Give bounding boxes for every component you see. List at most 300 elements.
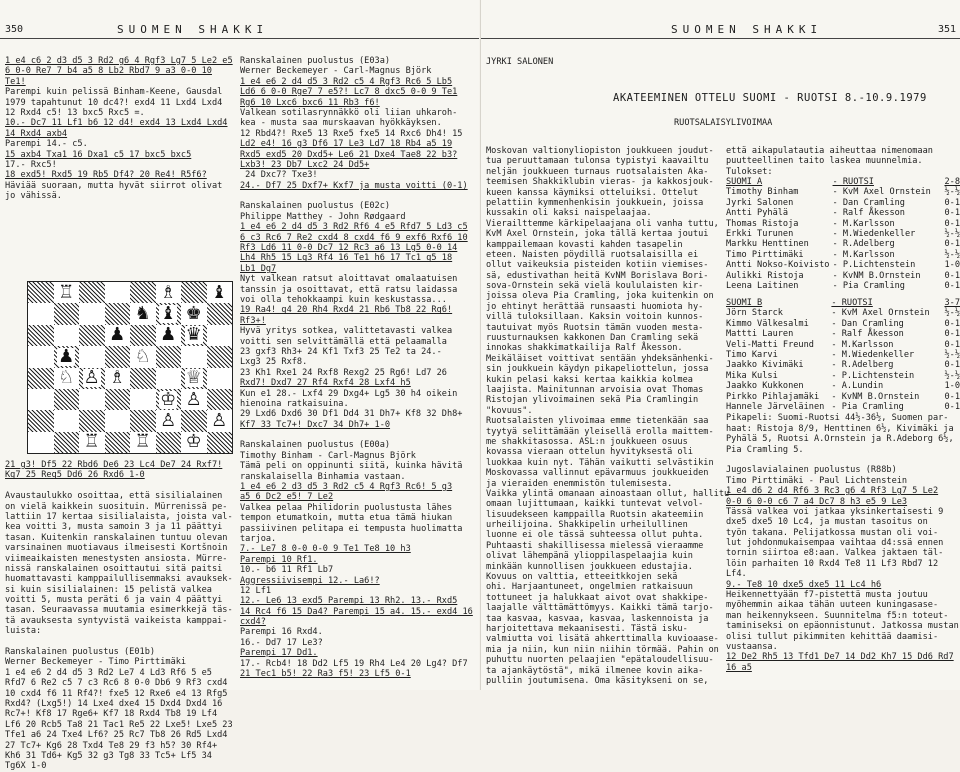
text-line: Kh6 31 Td6+ Kg5 32 g3 Tg8 33 Tc5+ Lf5 34	[5, 750, 212, 761]
chess-piece-icon: ♙	[83, 367, 100, 389]
table-row	[726, 329, 960, 339]
text-line: Rxd7! Dxd7 27 Rf4 Rxf4 28 Lxf4 h5	[240, 378, 411, 389]
board-square	[79, 432, 105, 453]
board-square	[207, 389, 233, 410]
text-line: 12.- Le6 13 exd5 Parempi 13 Rh2. 13.- Rxd5	[240, 596, 458, 607]
text-line: voitti sen selvittämällä että pelaamalla	[240, 336, 447, 347]
opponent-name: - KvM Axel Ornstein	[831, 308, 930, 319]
results-table-suomi-a	[726, 177, 960, 291]
text-line: kueen kanssa käymiksi otteluiksi. Ottelut	[486, 187, 699, 198]
board-square	[181, 303, 207, 324]
board-square	[54, 325, 80, 346]
article-subtitle: RUOTSALAISYLIVOIMAA	[674, 118, 773, 128]
player-name: Timo Pirttimäki	[726, 249, 804, 260]
text-line: Lxb3! 23 Db7 Lxc2 24 Dd5+	[240, 159, 370, 170]
chess-piece-icon: ♘	[58, 367, 75, 389]
board-square	[79, 346, 105, 367]
text-line: Rfd7 6 Re2 c5 7 c3 Rc6 8 0-0 Db6 9 Rf3 cxd4	[5, 678, 228, 689]
table-row	[726, 319, 960, 329]
text-line: tasan. Kuitenkin ranskalainen tuntuu olevan	[5, 532, 228, 543]
chess-piece-icon: ♔	[185, 431, 202, 453]
text-line: tyytyä selittämään yleisellä erolla maittem-	[486, 426, 714, 437]
board-square	[207, 346, 233, 367]
text-line: kukin pelasi kaksi kertaa kaikkia kolmea	[486, 374, 693, 385]
board-square	[181, 389, 207, 410]
board-square	[130, 432, 156, 453]
text-line: Parempi 16 Rxd4.	[240, 627, 323, 638]
board-square	[130, 346, 156, 367]
table-row	[726, 360, 960, 370]
text-line: joissa oleva Pia Cramling, joka kuitenkin on	[486, 291, 714, 302]
text-line: Tässä valkea voi jatkaa yksinkertaisesti 9	[726, 506, 944, 517]
text-line: 6 0-0 Re7 7 b4 a5 8 Lb2 Rbd7 9 a3 0-0 10	[5, 66, 212, 77]
opponent-name: - Pia Cramling	[831, 402, 904, 413]
text-line: Te1!	[5, 76, 26, 87]
text-line: kea - musta saa murskaavan hyökkäyksen.	[240, 118, 442, 129]
player-name: Jaakko Kukkonen	[726, 381, 804, 392]
text-line: Werner Beckemeyer - Timo Pirttimäki	[5, 657, 187, 668]
header-rule	[0, 38, 479, 39]
board-square	[181, 282, 207, 303]
chess-piece-icon: ♔	[160, 388, 177, 410]
text-line: ohi. Harjaantuneet, ongelmien ratkaisuun	[486, 582, 693, 593]
game-result: 1-0	[944, 260, 960, 271]
game-result: 3-7	[944, 298, 960, 308]
text-line: Lh4 Rh5 15 Lg3 Rf4 16 Te1 h6 17 Tc1 g5 18	[240, 253, 453, 264]
text-line: Pia Cramling 5.	[726, 444, 804, 455]
text-line: ranskalaisella Binhamia vastaan.	[240, 471, 406, 482]
chess-piece-icon: ♕	[185, 367, 202, 389]
text-line	[726, 455, 959, 465]
table-row	[726, 308, 960, 318]
text-line: Ranskalainen puolustus (E03a)	[240, 56, 391, 66]
text-line: työn takana. Pelijatkossa mustan oli voi-	[726, 527, 939, 538]
text-line: 29 Lxd6 Dxd6 30 Df1 Dd4 31 Dh7+ Kf8 32 Dh8+	[240, 409, 463, 420]
text-line: 17.- Rcb4! 18 Dd2 Lf5 19 Rh4 Le4 20 Lg4? Df7	[240, 658, 468, 669]
board-square	[130, 410, 156, 431]
table-row	[726, 392, 960, 402]
text-line: Jugoslavialainen puolustus (R88b)	[726, 465, 897, 476]
text-line: voitti 5, musta peräti 6 ja vain 4 päättyi	[5, 595, 223, 606]
chess-piece-icon: ♖	[134, 431, 151, 453]
text-line: myöhemmin aikaa tähän uuteen kuningasase-	[726, 600, 939, 611]
player-name: SUOMI B	[726, 298, 763, 308]
text-line: nissä ranskalainen osoittautui sitä paitsi	[5, 563, 223, 574]
text-line: Valkean sotilasrynnäkkö oli liian uhkaroh-	[240, 107, 458, 118]
text-line: 24 Dxc7? Txe3!	[240, 170, 318, 181]
table-row	[726, 350, 960, 360]
text-line: taminiseksi on epäonnistunut. Jatkossa mustan	[726, 621, 959, 632]
text-line: 10.- b6 11 Rf1 Lb7	[240, 565, 334, 576]
board-square	[156, 410, 182, 431]
text-line: Kovuus on valttia, etteeitkkojen sekä	[486, 572, 678, 583]
text-line: Philippe Matthey - John Rødgaard	[240, 211, 406, 222]
text-line: Pikapeli: Suomi-Ruotsi 44½-36½, Suomen par-	[726, 413, 949, 424]
opponent-name: - Ralf Åkesson	[831, 329, 904, 340]
text-line: 16 a5	[726, 662, 752, 673]
text-line: varsinainen muotiavaus ilmeisesti Kortšnoin	[5, 543, 228, 554]
board-square	[130, 282, 156, 303]
text-line: puhuttu nuorten pelaajien "epätaloudellisuu-	[486, 655, 714, 666]
text-line: luonne ei ole tässä suhteessa ollut puhta.	[486, 530, 704, 541]
opponent-name: - P.Lichtenstein	[832, 260, 916, 271]
text-line: haat: Ristoja 8/9, Henttinen 6½, Kivimäki ja	[726, 423, 954, 434]
board-square	[28, 346, 54, 367]
text-line: olivat lähempänä ylioppilaspelaajia kuin	[486, 551, 693, 562]
text-line: 16.- Dd7 17 Le3?	[240, 637, 323, 648]
text-line: 12 Lf1	[240, 585, 272, 596]
text-line: 18 exd5! Rxd5 19 Rb5 Df4? 20 Re4! R5f6?	[5, 170, 207, 181]
game-result: 0-1	[944, 239, 960, 250]
text-line: 1 e4 d6 2 d4 Rf6 3 Rc3 g6 4 Rf3 Lg7 5 Le2	[726, 486, 939, 497]
text-line: dxe5 dxe5 10 Lc4, ja mustan tasoitus on	[726, 517, 928, 528]
text-line: Rf3 Ld6 11 0-0 Dc7 12 Rc3 a6 13 Lg5 0-0 14	[240, 243, 458, 254]
text-line: ollut vaikeuksia pisteiden kotiin viemises-	[486, 260, 709, 271]
text-line: 23 Kh1 Rxe1 24 Rxf8 Rexg2 25 Rg6! Ld7 26	[240, 367, 447, 378]
game-result: 0-1	[944, 281, 960, 292]
opponent-name: - R.Adelberg	[831, 360, 894, 371]
opponent-name: - R.Adelberg	[832, 239, 895, 250]
game-result: ½-½	[944, 370, 960, 381]
text-line: neljän joukkueen turnaus ruotsalaisten Aka-	[486, 166, 709, 177]
text-line: 9.- Te8 10 dxe5 dxe5 11 Lc4 h6	[726, 579, 882, 590]
board-square	[54, 282, 80, 303]
text-line: luokkaa kuin nyt. Tähän vaikutti selvästikin	[486, 457, 714, 468]
text-line: Vierailttemme kärkipelaajana oli vanha tuttu,	[486, 218, 719, 229]
chess-piece-icon: ♚	[185, 303, 202, 325]
text-line: löin parhaiten 10 Rxd4 Te8 11 Lf3 Rbd7 12	[726, 558, 939, 569]
text-line: 21 Tec1 b5! 22 Ra3 f5! 23 Lf5 0-1	[240, 669, 411, 680]
text-line: jo vähissä.	[5, 191, 62, 202]
board-square	[105, 282, 131, 303]
table-row	[726, 250, 960, 260]
board-square	[28, 282, 54, 303]
board-square	[156, 346, 182, 367]
left-page	[0, 0, 479, 772]
text-line: laajalle välttämättömyys. Kaikki tämä tarjo-	[486, 603, 714, 614]
board-square	[156, 389, 182, 410]
text-line: 24.- Df7 25 Dxf7+ Kxf7 ja musta voitti (0-1)	[240, 180, 468, 191]
text-line: Puhtaasti shakillisessa mielessä vieraamme	[486, 540, 704, 551]
text-line: Häviää suoraan, mutta hyvät siirrot olivat	[5, 180, 223, 191]
opponent-name: - Pia Cramling	[832, 281, 905, 292]
article-body-column	[486, 146, 729, 686]
text-line: tä avauksesta syntyvistä vaikeista kamppai-	[5, 615, 228, 626]
player-name: Pirkko Pihlajamäki	[726, 391, 820, 402]
board-square	[181, 325, 207, 346]
text-line: sova-Ornstein sekä vielä koululaisten kir-	[486, 281, 704, 292]
chess-piece-icon: ♙	[160, 409, 177, 431]
board-square	[181, 432, 207, 453]
text-line: hienoina ratkaisuina.	[240, 398, 349, 409]
board-square	[105, 303, 131, 324]
game-result: 0-1	[944, 391, 960, 402]
text-line: urheilijoina. Shakkipelin urheilullinen	[486, 520, 688, 531]
player-name: Jyrki Salonen	[726, 197, 794, 208]
text-line: 14 Rxd4 axb4	[5, 128, 68, 139]
text-line: Ld2 e4! 16 g3 Df6 17 Le3 Ld7 18 Rb4 a5 19	[240, 139, 453, 150]
game-result: ½-½	[944, 350, 960, 361]
table-row	[726, 260, 960, 270]
text-line: villä tuloksillaan. Kaksin voitoin kunnos-	[486, 312, 704, 323]
opponent-name: - KvNM B.Ornstein	[831, 391, 920, 402]
board-square	[54, 410, 80, 431]
text-line	[240, 191, 473, 201]
text-line: Valkea pelaa Philidorin puolustusta lähes	[240, 502, 453, 513]
text-line: Heikennettyään f7-pistettä musta joutuu	[726, 590, 928, 601]
table-row	[726, 371, 960, 381]
text-line: teemisen Shakkiklubin vieras- ja kakkosjouk-	[486, 177, 714, 188]
opponent-name: - RUOTSI	[832, 177, 874, 187]
board-square	[156, 303, 182, 324]
right-page	[480, 0, 960, 690]
game-notation-column-1	[5, 56, 233, 201]
text-line: huomattavasti kamppailullisemmaksi avauksek-	[5, 574, 233, 585]
game-result: ½-½	[944, 229, 960, 240]
text-line: Parempi 14.- c5.	[5, 139, 88, 150]
text-line: tautuivat myös Ruotsin tämän vuoden mesta-	[486, 322, 704, 333]
board-square	[28, 303, 54, 324]
text-line: 17.- Rxc5!	[5, 159, 57, 170]
chess-piece-icon: ♟	[58, 345, 75, 367]
game-result: 0-1	[944, 402, 960, 413]
text-line: KvM Axel Ornstein, joka tällä kertaa joutui	[486, 229, 709, 240]
text-line: Ristojan ylivoimainen sekä Pia Cramlingin	[486, 395, 699, 406]
board-square	[28, 325, 54, 346]
text-line: Rxd5 exd5 20 Dxd5+ Le6 21 Dxe4 Tae8 22 b3?	[240, 149, 458, 160]
text-line: Tg6X 1-0	[5, 761, 47, 772]
text-line: "kovuus".	[486, 405, 533, 416]
text-line: ja vieraiden enemmistön tulemisesta.	[486, 478, 673, 489]
chess-piece-icon: ♝	[211, 281, 228, 303]
text-line: Kf7 33 Tc7+! Dxc7 34 Dh7+ 1-0	[240, 419, 391, 430]
text-line: 6 c3 Rc6 7 Re2 cxd4 8 cxd4 f6 9 exf6 Rxf6 10	[240, 232, 468, 243]
text-line: si kuin sisilialainen: 15 pelistä valkea	[5, 584, 212, 595]
board-square	[28, 410, 54, 431]
board-square	[181, 346, 207, 367]
board-square	[207, 410, 233, 431]
text-line: a5 6 Dc2 e5! 7 Le2	[240, 492, 334, 503]
chess-piece-icon: ♗	[109, 367, 126, 389]
text-line: omaan lujittumaan, kaikki tuntevat velvol-	[486, 499, 704, 510]
game-result: ½-½	[944, 308, 960, 319]
player-name: Timo Karvi	[726, 350, 778, 361]
text-line: taa kasvaa, kasvaa, kasvaa, laskennoista ja	[486, 613, 709, 624]
text-line: laajista. Mainitunnan arvoisia ovat Thomas	[486, 384, 704, 395]
game-result: ½-½	[944, 187, 960, 198]
text-line: harjoitettava mekaanisesti. Tästä isku-	[486, 623, 688, 634]
player-name: Hannele Järveläinen	[726, 402, 825, 413]
board-square	[54, 389, 80, 410]
opponent-name: - KvM Axel Ornstein	[832, 187, 931, 198]
board-square	[79, 282, 105, 303]
text-line: 27 Tc7+ Kg6 28 Txd4 Te8 29 f3 h5? 30 Rf4+	[5, 740, 218, 751]
running-head-right: SUOMEN SHAKKI	[671, 23, 823, 36]
board-square	[79, 410, 105, 431]
text-line: Lxg3 25 Rxf8.	[240, 357, 308, 368]
opponent-name: - M.Karlsson	[831, 339, 894, 350]
player-name: Antti Pyhälä	[726, 208, 789, 219]
text-line: Pyhälä 5, Ruotsi A.Ornstein ja R.Adeborg 6½,	[726, 434, 954, 445]
text-line: Timothy Binham - Carl-Magnus Björk	[240, 450, 416, 461]
game-result: 0-1	[944, 197, 960, 208]
board-square	[130, 325, 156, 346]
player-name: Jaakko Kivimäki	[726, 360, 804, 371]
text-line: 14 Rc4 f6 15 Da4? Parempi 15 a4. 15.- exd4 16	[240, 606, 473, 617]
text-line: Tfe1 a6 24 Txe4 Lf6? 25 Rc7 Tb8 26 Rd5 Lxd4	[5, 730, 228, 741]
page-number-right: 351	[937, 24, 956, 35]
table-row	[726, 381, 960, 391]
board-square	[28, 368, 54, 389]
text-line: sin joukkuein käydyn pikapeliottelun, jossa	[486, 364, 709, 375]
board-square	[54, 303, 80, 324]
game-result: 1-0	[944, 381, 960, 392]
board-square	[156, 282, 182, 303]
chess-diagram	[27, 281, 233, 454]
board-square	[156, 432, 182, 453]
board-square	[130, 368, 156, 389]
text-line: ruusturnauksen kakkonen Dan Cramling sekä	[486, 333, 699, 344]
player-name: SUOMI A	[726, 177, 763, 187]
opponent-name: - KvNM B.Ornstein	[832, 270, 921, 281]
game-result: 0-1	[944, 218, 960, 229]
opponent-name: - M.Wiedenkeller	[831, 350, 915, 361]
player-name: Aulikki Ristoja	[726, 270, 804, 281]
chess-piece-icon: ♖	[83, 431, 100, 453]
text-line: 12 Rxd4 c5! 13 bxc5 Rxc5 =.	[5, 107, 145, 118]
text-line: valmiutta voi lisätä ahkerttimalla kuvioaase-	[486, 634, 719, 645]
text-line: 1 e4 c6 2 d3 d5 3 Rd2 g6 4 Rgf3 Lg7 5 Le2 e5	[5, 56, 233, 66]
table-row	[726, 219, 960, 229]
text-line: kea voitti 3, musta samoin 3 ja 11 päättyi	[5, 522, 223, 533]
player-name: Erkki Turunen	[726, 229, 794, 240]
opponent-name: - M.Wiedenkeller	[832, 229, 916, 240]
text-line: 12 Rbd4?! Rxe5 13 Rxe5 fxe5 14 Rxc6 Dh4! 15	[240, 128, 463, 139]
text-line: Kg7 25 Reg5 Dd6 26 Rxd6 1-0	[5, 470, 145, 481]
table-header-row	[726, 177, 960, 187]
board-square	[79, 368, 105, 389]
author-byline: JYRKI SALONEN	[486, 57, 554, 67]
game-result: ½-½	[944, 249, 960, 260]
text-line: lattiin 17 kertaa sisilialaista, joista val-	[5, 511, 233, 522]
text-line	[726, 403, 959, 413]
board-square	[28, 389, 54, 410]
player-name: Antti Nokso-Koivisto	[726, 260, 830, 271]
text-line: kussakin oli kaksi naispelaajaa.	[486, 208, 652, 219]
player-name: Kimmo Välkesalmi	[726, 318, 809, 329]
text-line: passiivinen pelitapa ei tempusta huolimatta	[240, 523, 463, 534]
games-column-right	[726, 403, 959, 673]
opponent-name: - RUOTSI	[831, 298, 873, 308]
board-square	[181, 368, 207, 389]
text-line: 21 g3! Df5 22 Rbd6 De6 23 Lc4 De7 24 Rxf7!	[5, 460, 223, 470]
board-square	[105, 410, 131, 431]
text-line: Parempi 10 Rf1.	[240, 554, 318, 565]
game-result: 0-1	[944, 329, 960, 340]
text-line: luista:	[5, 626, 42, 637]
table-row	[726, 229, 960, 239]
table-row	[726, 340, 960, 350]
running-head-left: SUOMEN SHAKKI	[117, 23, 269, 36]
text-line: 0-0 6 0-0 c6 7 a4 Dc7 8 h3 e5 9 Le3	[726, 496, 908, 507]
text-line: Werner Beckemeyer - Carl-Magnus Björk	[240, 66, 432, 77]
board-square	[79, 325, 105, 346]
text-line: eteen. Naisten pöydillä ruotsalaisilla ei	[486, 249, 699, 260]
board-square	[105, 368, 131, 389]
text-line: Ranskalainen puolustus (E01b)	[5, 647, 156, 658]
chess-piece-icon: ♗	[160, 281, 177, 303]
game-result: 0-1	[944, 360, 960, 371]
text-line: on vielä kaikkein suosituin. Mürrenissä pe-	[5, 501, 228, 512]
text-line: tanssin ja osoittavat, että ratsu laidassa	[240, 284, 458, 295]
text-line: 10 cxd4 f6 11 Rf4?! fxe5 12 Rxe6 e4 13 Rfg5	[5, 688, 228, 699]
text-line: Vaikka ylintä omanaan ainoastaan ollut, hallitu	[486, 488, 730, 499]
board-square	[105, 432, 131, 453]
header-rule	[481, 38, 960, 39]
table-row	[726, 187, 960, 197]
page-number-left: 350	[5, 24, 24, 35]
player-name: Thomas Ristoja	[726, 218, 799, 229]
text-line: Timo Pirttimäki - Paul Lichtenstein	[726, 475, 908, 486]
opponent-name: - M.Karlsson	[832, 249, 895, 260]
board-square	[207, 368, 233, 389]
text-line: 1 e4 e6 2 d4 d5 3 Rd2 c5 4 Rgf3 Rc6 5 Lb5	[240, 76, 453, 87]
table-row	[726, 271, 960, 281]
text-line: 12 De2 Rh5 13 Tfd1 De7 14 Dd2 Kh7 15 Dd6 Rd7	[726, 652, 954, 663]
text-line: me shakkitasossa. ASL:n joukkueen osuus	[486, 436, 688, 447]
text-line: voi olla tehokkaampi kuin keskustassa...	[240, 294, 447, 305]
text-line	[240, 430, 473, 440]
text-line: Hyvä yritys sotkea, valittetavasti valkea	[240, 326, 453, 337]
board-square	[28, 432, 54, 453]
board-square	[181, 410, 207, 431]
table-row	[726, 198, 960, 208]
text-line: innokas shakkimatkailija Ralf Åkesson.	[486, 343, 683, 354]
text-line: tarjoa.	[240, 533, 277, 544]
table-row	[726, 208, 960, 218]
text-line: tua peruuttamaan tulonsa typistyi kaavailtu	[486, 156, 709, 167]
game-result: 0-1	[944, 208, 960, 219]
text-line: lut johdonmukaisempaa vaihtaa d4:ssä ennen	[726, 538, 944, 549]
text-line: Moskovassa vallinnut epävarmuus joukkueiden	[486, 468, 709, 479]
player-name: Mika Kulsi	[726, 370, 778, 381]
opponent-name: - A.Lundin	[831, 381, 884, 392]
text-line: 1 e4 e6 2 d3 d5 3 Rd2 c5 4 Rgf3 Rc6! 5 g3	[240, 482, 453, 493]
text-line: Lb1 Dg7	[240, 263, 277, 274]
text-line: Ld6 6 0-0 Rge7 7 e5?! Lc7 8 dxc5 0-0 9 Te1	[240, 87, 458, 98]
chess-piece-icon: ♞	[134, 303, 151, 325]
chess-piece-icon: ♛	[185, 324, 202, 346]
table-row	[726, 281, 960, 291]
game-notation-column-2	[240, 56, 473, 679]
text-line: pelattiin kymmenhenkisin joukkuein, joissa	[486, 197, 704, 208]
chess-piece-icon: ♙	[185, 388, 202, 410]
text-line: Rxd4? (Lxg5!) 14 Lxe4 dxe4 15 Dxd4 Dxd4 16	[5, 698, 223, 709]
text-line	[5, 637, 233, 647]
results-table-suomi-b	[726, 298, 960, 412]
text-line: Moskovan valtionyliopiston joukkueen joudut-	[486, 146, 714, 156]
player-name: Timothy Binham	[726, 187, 799, 198]
article-title: AKATEEMINEN OTTELU SUOMI - RUOTSI 8.-10.9.1979	[613, 92, 927, 104]
chess-piece-icon: ♘	[134, 345, 151, 367]
text-line: tornin siirtoa e8:aan. Valkea jaktaen täl-	[726, 548, 944, 559]
board-square	[79, 303, 105, 324]
opponent-name: - M.Karlsson	[832, 218, 895, 229]
text-line: viimeaikaisten menestysten ansiosta. Mürre-	[5, 553, 228, 564]
table-header-row	[726, 298, 960, 308]
text-line: tottuneet ja halukkaat aivot ovat shakkipe-	[486, 592, 709, 603]
text-line: cxd4?	[240, 617, 266, 628]
